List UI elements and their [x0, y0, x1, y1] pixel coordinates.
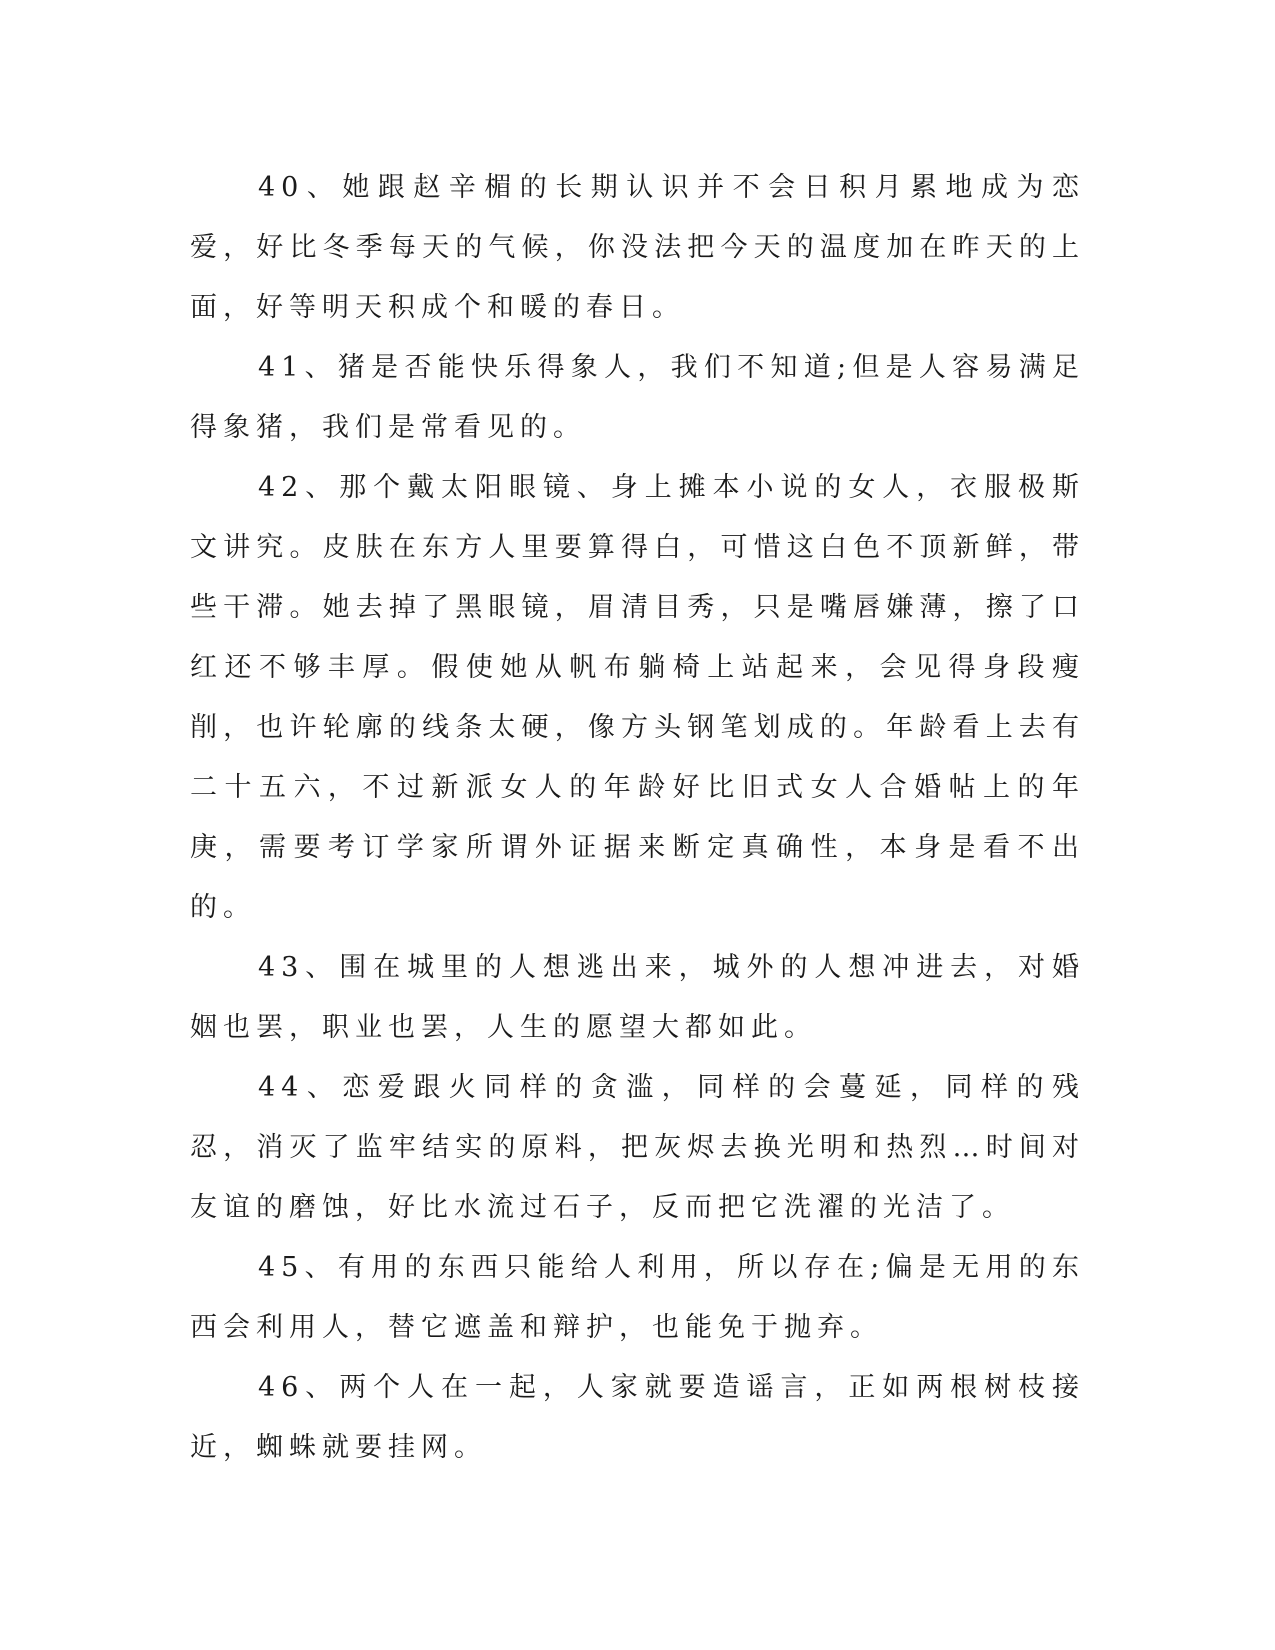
quote-paragraph-40: 40、她跟赵辛楣的长期认识并不会日积月累地成为恋爱，好比冬季每天的气候，你没法把今天的温度加在昨天的上面，好等明天积成个和暖的春日。: [190, 172, 1085, 323]
quote-paragraph-44: 44、恋爱跟火同样的贪滥，同样的会蔓延，同样的残忍，消灭了监牢结实的原料，把灰烬去换光明和热烈…时间对友谊的磨蚀，好比水流过石子，反而把它洗濯的光洁了。: [190, 1072, 1085, 1223]
quote-paragraph-43: 43、围在城里的人想逃出来，城外的人想冲进去，对婚姻也罢，职业也罢，人生的愿望大都如此。: [190, 952, 1085, 1043]
quote-paragraph-41: 41、猪是否能快乐得象人，我们不知道;但是人容易满足得象猪，我们是常看见的。: [190, 352, 1085, 443]
quote-list: [190, 158, 1085, 1478]
quote-paragraph-45: 45、有用的东西只能给人利用，所以存在;偏是无用的东西会利用人，替它遮盖和辩护，也能免于抛弃。: [190, 1252, 1085, 1343]
quote-paragraph-46: 46、两个人在一起，人家就要造谣言，正如两根树枝接近，蜘蛛就要挂网。: [190, 1372, 1085, 1463]
quote-paragraph-42: 42、那个戴太阳眼镜、身上摊本小说的女人，衣服极斯文讲究。皮肤在东方人里要算得白，可惜这白色不顶新鲜，带些干滞。她去掉了黑眼镜，眉清目秀，只是嘴唇嫌薄，擦了口红还不够丰厚。假使她从帆布躺椅上站起来，会见得身段瘦削，也许轮廓的线条太硬，像方头钢笔划成的。年龄看上去有二十五六，不过新派女人的年龄好比旧式女人合婚帖上的年庚，需要考订学家所谓外证据来断定真确性，本身是看不出的。: [190, 472, 1085, 923]
